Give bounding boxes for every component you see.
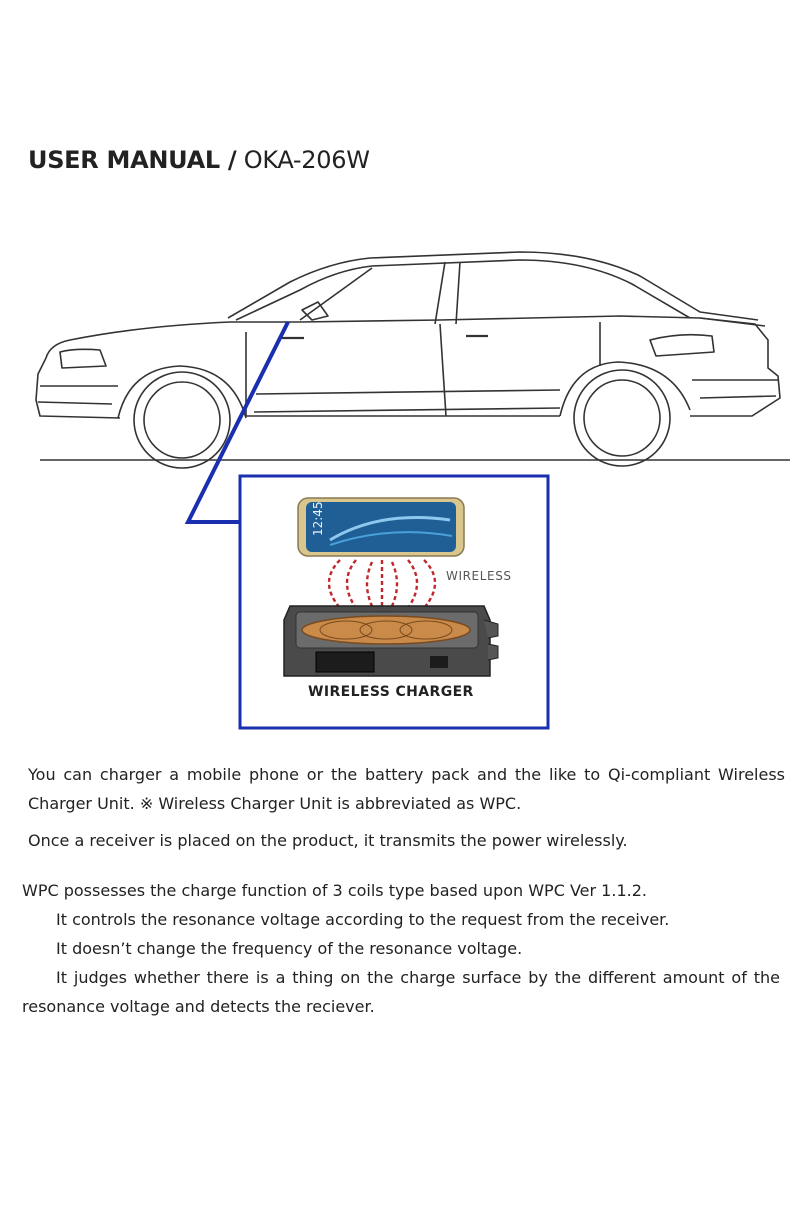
charger-device-image bbox=[284, 606, 498, 676]
model-name: OKA-206W bbox=[243, 146, 370, 174]
wpc-bullet-1: It controls the resonance voltage according to the request from the receiver. bbox=[56, 910, 670, 929]
svg-text:12:45: 12:45 bbox=[311, 501, 325, 536]
car-wireless-charger-illustration bbox=[0, 240, 808, 740]
car-drawing bbox=[36, 252, 790, 468]
wireless-charger-label: WIRELESS CHARGER bbox=[308, 684, 474, 700]
wpc-function-paragraph: WPC possesses the charge function of 3 coils type based upon WPC Ver 1.1.2. bbox=[22, 881, 647, 900]
intro-paragraph: You can charger a mobile phone or the battery pack and the like to Qi-compliant Wireless Charger Unit. ※ Wireless Charger Unit is abbreviated as WPC. bbox=[28, 765, 785, 813]
wpc-bullet-2: It doesn’t change the frequency of the resonance voltage. bbox=[56, 939, 523, 958]
page-title bbox=[28, 146, 370, 174]
title-bold: USER MANUAL / bbox=[28, 146, 237, 174]
wpc-bullet-3: It judges whether there is a thing on the charge surface by the different amount of the resonance voltage and detects the reciever. bbox=[22, 968, 780, 1016]
phone-image bbox=[298, 498, 464, 556]
transmit-paragraph: Once a receiver is placed on the product, it transmits the power wirelessly. bbox=[28, 831, 628, 850]
wireless-label: WIRELESS bbox=[446, 569, 512, 583]
